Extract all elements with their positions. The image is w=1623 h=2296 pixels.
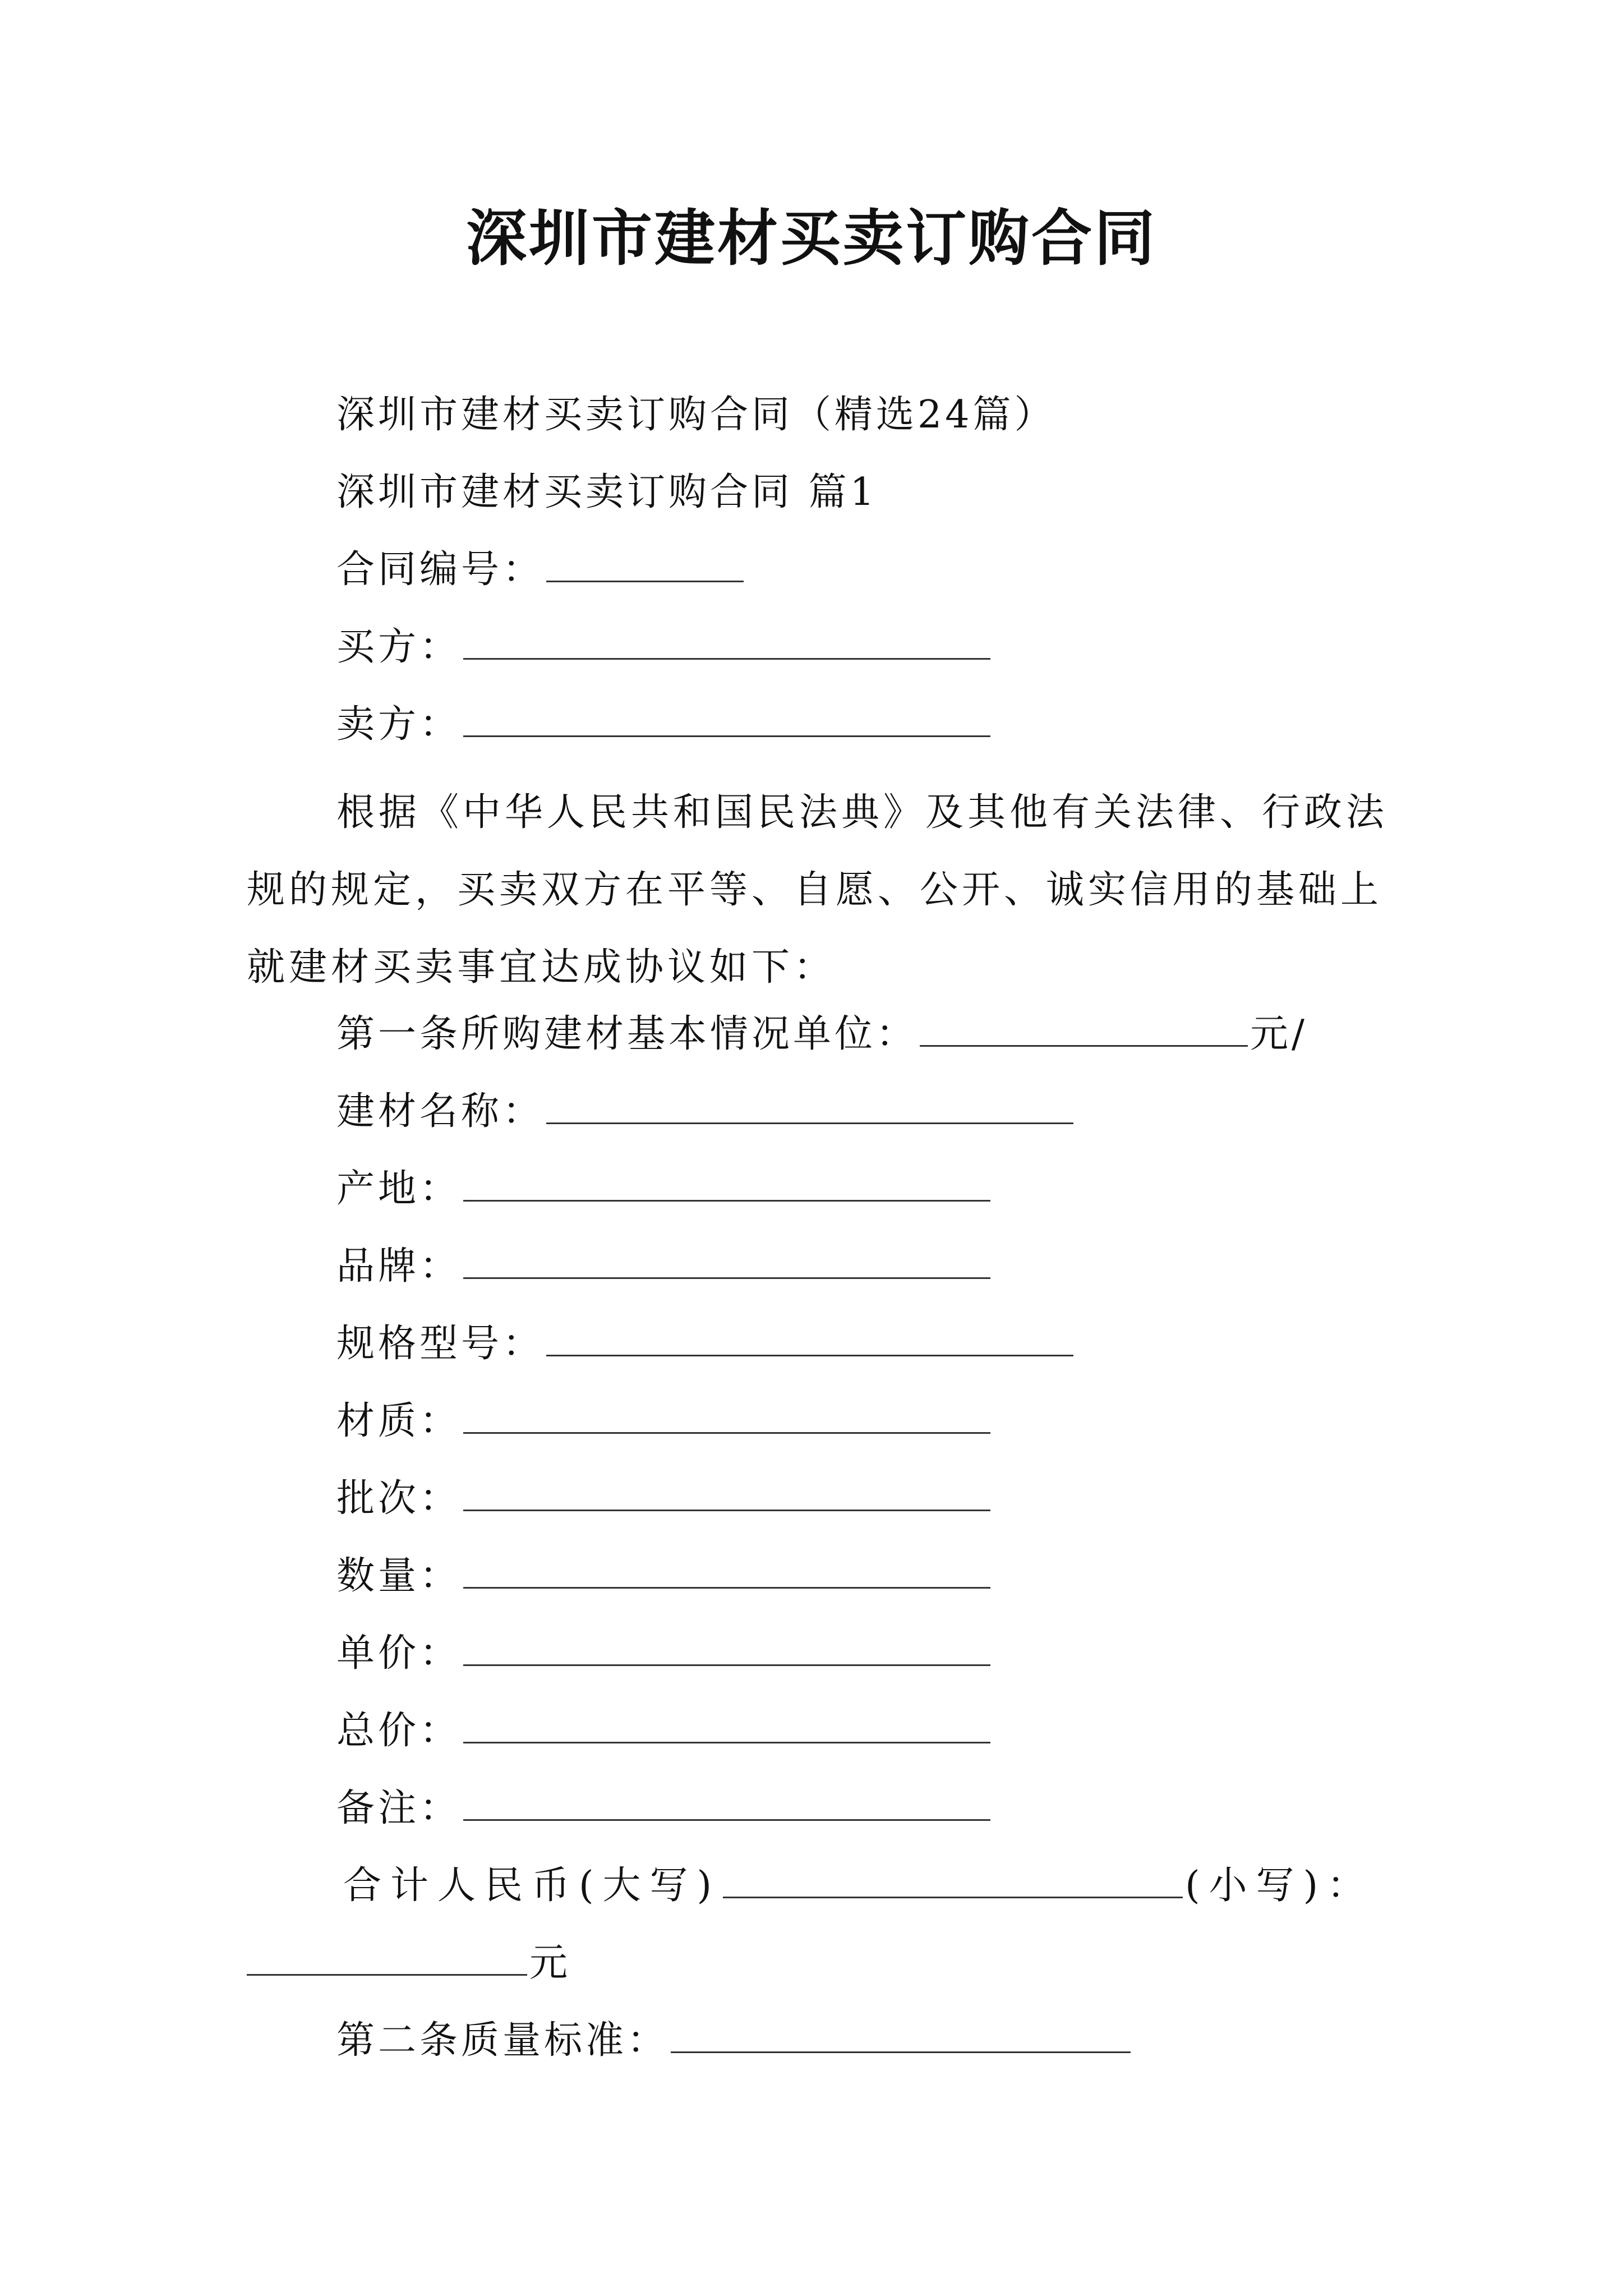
total-upper-blank[interactable] — [723, 1862, 1183, 1898]
unit-price-blank[interactable] — [920, 1010, 1248, 1047]
field-label: 品牌： — [336, 1244, 462, 1289]
quality-standard-blank[interactable] — [671, 2017, 1131, 2053]
article2-label: 第二条质量标准： — [336, 2018, 669, 2063]
field-row-model — [336, 1316, 1076, 1372]
field-label: 备注： — [336, 1786, 462, 1830]
article1-row — [336, 1006, 1308, 1062]
field-label: 单价： — [336, 1631, 462, 1676]
field-blank[interactable] — [463, 1707, 990, 1743]
article2-row — [336, 2013, 1133, 2069]
total-lower-row — [247, 1935, 571, 1991]
total-lower-blank[interactable] — [247, 1939, 527, 1976]
field-row-batch — [336, 1471, 993, 1527]
currency-label: 元 — [529, 1941, 571, 1985]
seller-label: 卖方： — [336, 702, 462, 747]
field-blank[interactable] — [463, 1630, 990, 1666]
field-label: 批次： — [336, 1476, 462, 1521]
document-title: 深圳市建材买卖订购合同 — [465, 203, 1157, 274]
field-blank[interactable] — [463, 1243, 990, 1279]
field-label: 总价： — [336, 1709, 462, 1753]
field-row-origin — [336, 1161, 993, 1217]
field-blank[interactable] — [463, 1165, 990, 1202]
field-label: 建材名称： — [336, 1089, 545, 1134]
preamble-paragraph: 根据《中华人民共和国民法典》及其他有关法律、行政法规的规定，买卖双方在平等、自愿、公开、诚实信用的基础上就建材买卖事宜达成协议如下： — [247, 790, 1389, 990]
buyer-label: 买方： — [336, 625, 462, 669]
seller-row — [336, 697, 993, 753]
total-lower-label: (小写)： — [1185, 1864, 1375, 1908]
field-blank[interactable] — [546, 1088, 1073, 1124]
field-row-material-name — [336, 1084, 1076, 1140]
field-label: 产地： — [336, 1167, 462, 1211]
field-row-total-price — [336, 1703, 993, 1759]
buyer-blank[interactable] — [463, 623, 990, 660]
field-row-unit-price — [336, 1626, 993, 1682]
field-blank[interactable] — [546, 1320, 1073, 1356]
field-row-material — [336, 1393, 993, 1450]
total-upper-label: 合计人民币(大写) — [343, 1864, 721, 1908]
seller-blank[interactable] — [463, 701, 990, 737]
field-row-brand — [336, 1239, 993, 1295]
field-row-remarks — [336, 1780, 993, 1837]
contract-no-row — [336, 542, 746, 598]
field-label: 规格型号： — [336, 1322, 545, 1366]
buyer-row — [336, 619, 993, 675]
field-blank[interactable] — [463, 1397, 990, 1434]
field-blank[interactable] — [463, 1784, 990, 1821]
contract-no-label: 合同编号： — [336, 547, 545, 592]
section-heading: 深圳市建材买卖订购合同 篇1 — [336, 470, 878, 514]
field-blank[interactable] — [463, 1552, 990, 1589]
field-row-quantity — [336, 1548, 993, 1604]
field-blank[interactable] — [463, 1475, 990, 1511]
article1-label: 第一条所购建材基本情况单位： — [336, 1012, 918, 1056]
field-label: 数量： — [336, 1554, 462, 1598]
unit-suffix: 元/ — [1250, 1012, 1308, 1056]
field-label: 材质： — [336, 1399, 462, 1443]
document-subtitle: 深圳市建材买卖订购合同（精选24篇） — [336, 393, 1056, 437]
contract-no-blank[interactable] — [546, 546, 744, 582]
total-amount-row — [343, 1858, 1374, 1914]
